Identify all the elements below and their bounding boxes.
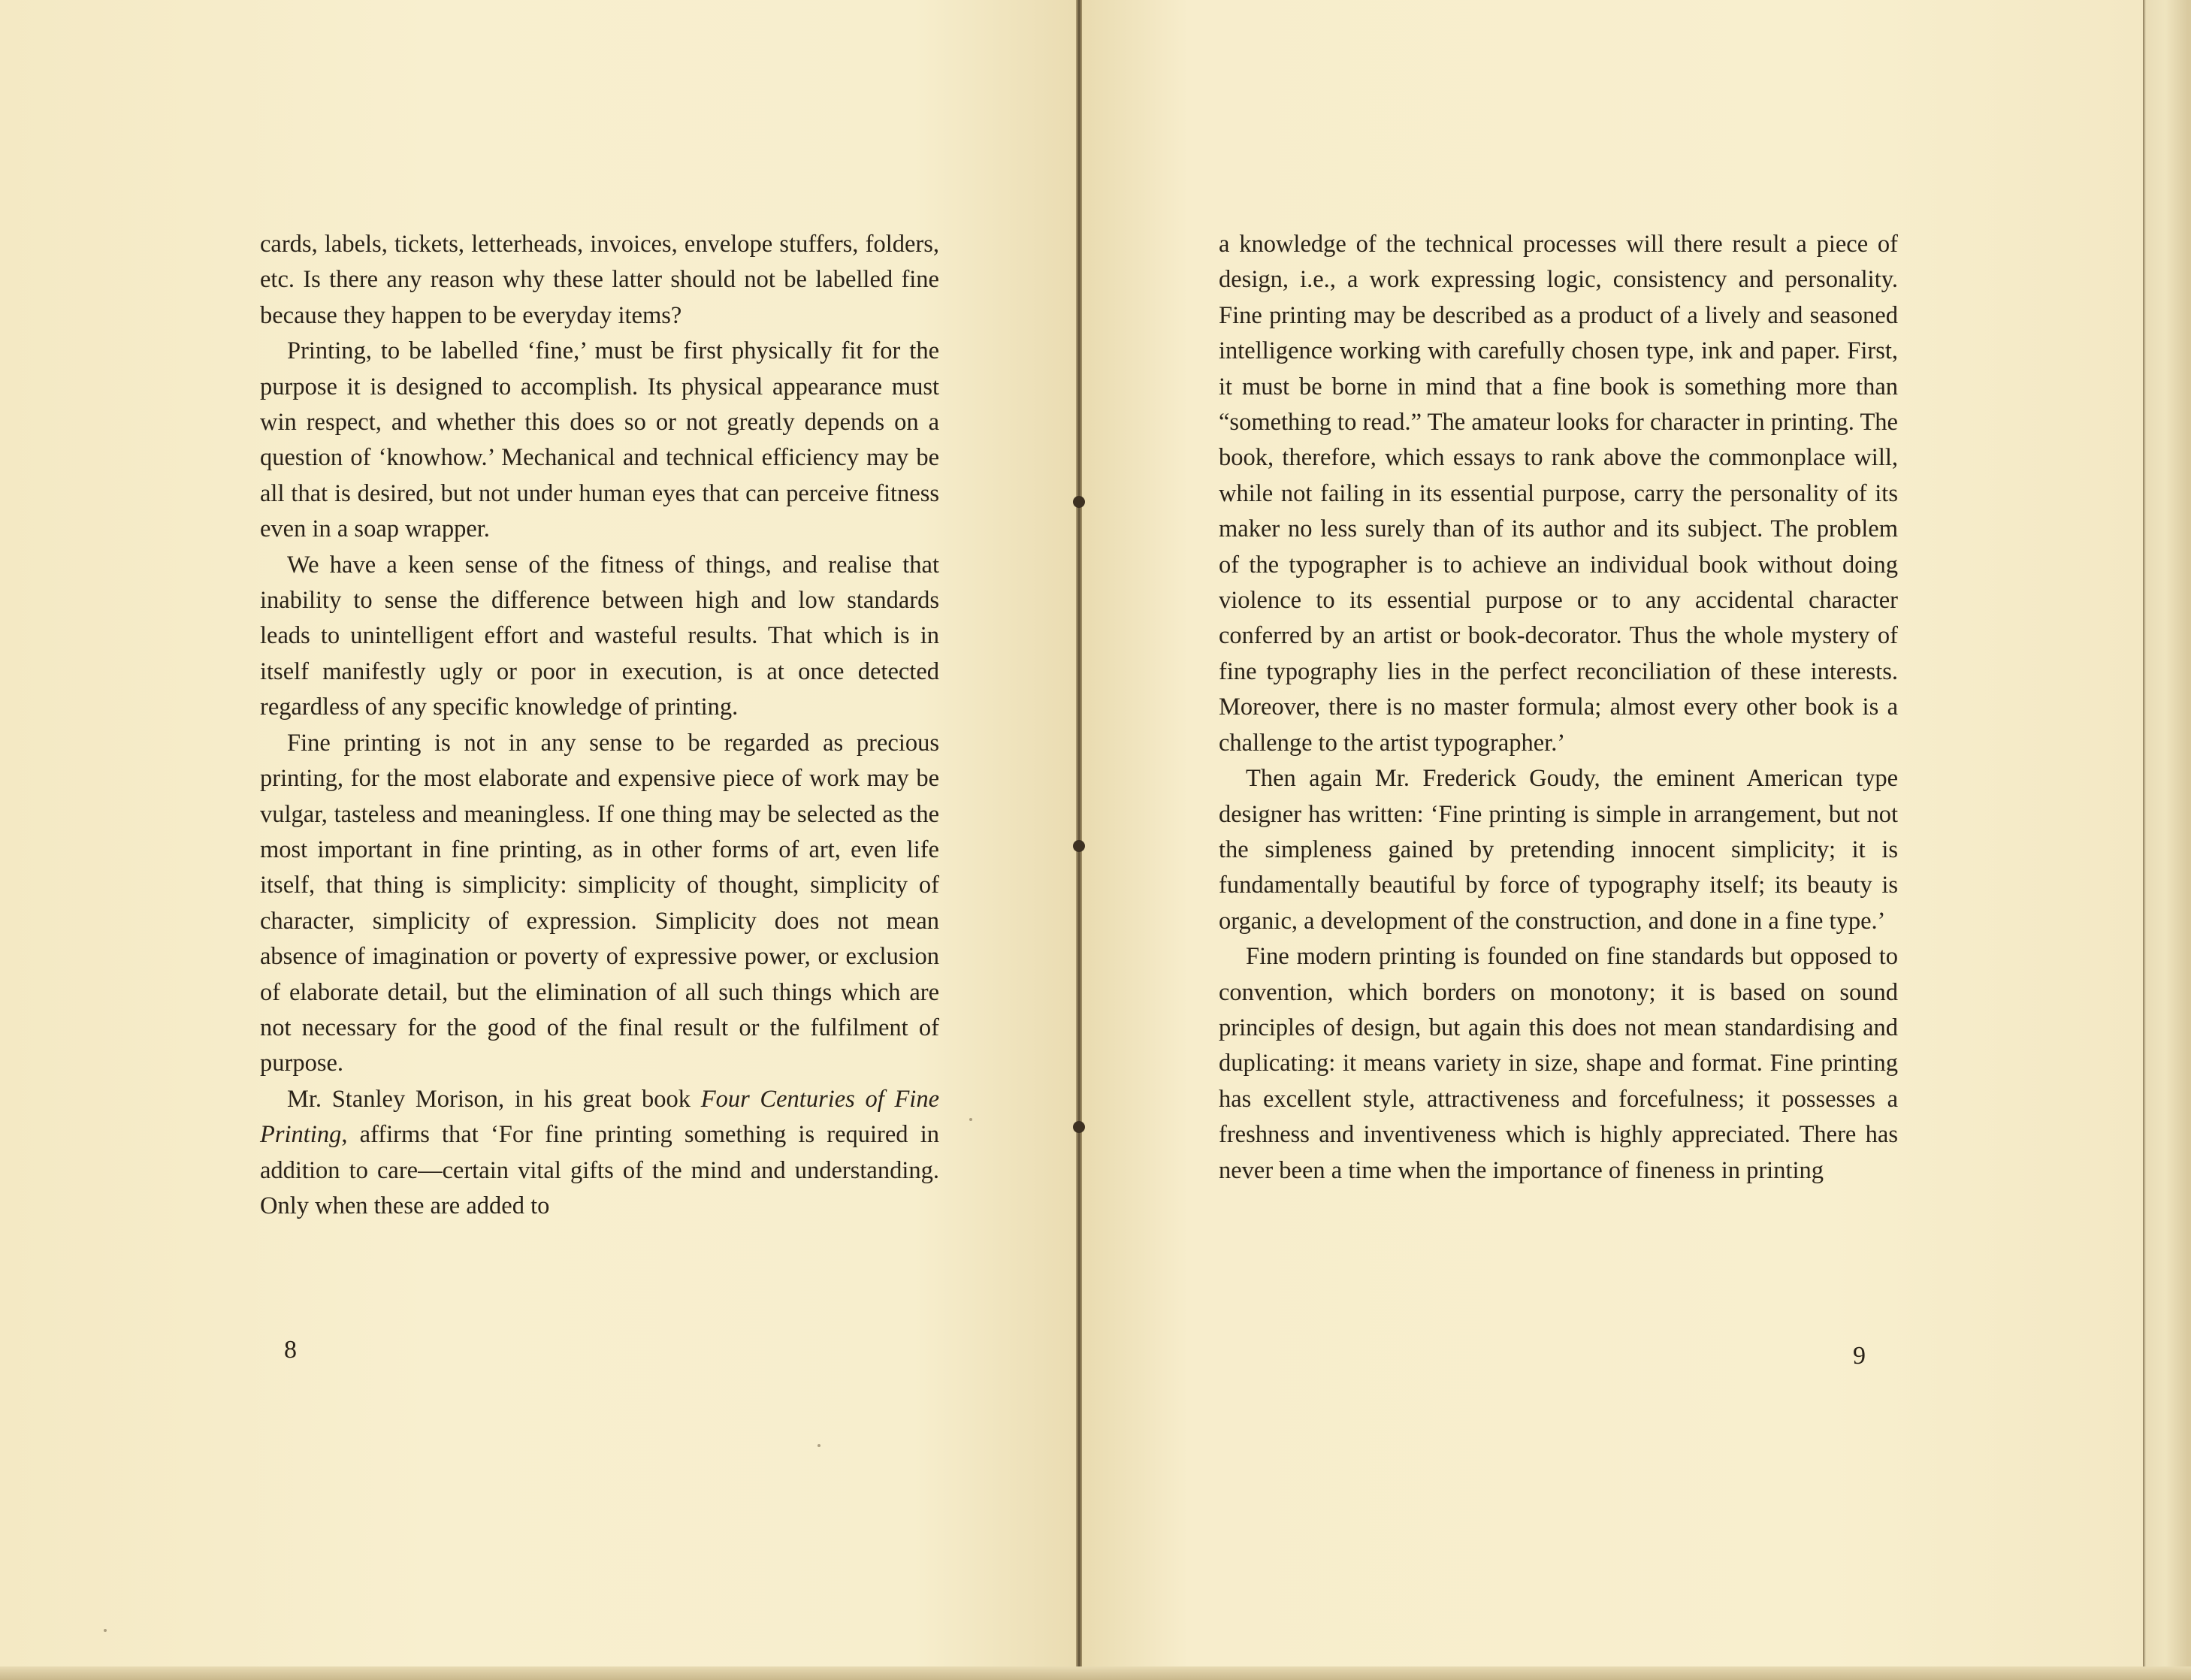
paragraph: cards, labels, tickets, letterheads, invoices, envelope stuffers, folders, etc. Is there any reason why these latter should not be labelled fine because they happen to be everyday items? — [260, 231, 939, 329]
paragraph: Fine printing is not in any sense to be regarded as precious printing, for the most elaborate and expensive piece of work may be vulgar, tasteless and meaningless. If one thing may be selected as the most important in fine printing, as in other forms of art, even life itself, that thing is simplicity: simplicity of thought, simplicity of character, simplicity of expression. Simplicity does not mean absence of imagination or poverty of expressive power, or exclusion of elaborate detail, but the elimination of all such things which are not necessary for the good of the final result or the fulfilment of purpose. — [260, 729, 939, 1077]
paragraph-with-book-title — [260, 1082, 939, 1225]
bottom-page-edge — [0, 1666, 2191, 1680]
paragraph: Fine modern printing is founded on fine standards but opposed to convention, which borders on monotony; it is based on sound principles of design, but again this does not mean standardising and duplicating: it means variety in size, shape and format. Fine printing has excellent style, attractiveness and forcefulness; it possesses a freshness and inventiveness which is highly appreciated. There has never been a time when the importance of fineness in printing — [1219, 943, 1898, 1184]
paragraph: a knowledge of the technical processes will there result a piece of design, i.e., a work expressing logic, consistency and personality. Fine printing may be described as a product of a lively and seasoned intelligence working with carefully chosen type, ink and paper. First, it must be borne in mind that a fine book is something more than “something to read.” The amateur looks for character in printing. The book, therefore, which essays to rank above the commonplace will, while not failing in its essential purpose, carry the personality of its maker no less surely than of its author and its subject. The problem of the typographer is to achieve an individual book without doing violence to its essential purpose or to any accidental character conferred by an artist or book-decorator. Thus the whole mystery of fine typography lies in the perfect reconciliation of these interests. Moreover, there is no master formula; almost every other book is a challenge to the artist typographer.’ — [1219, 231, 1898, 757]
paragraph: Then again Mr. Frederick Goudy, the eminent American type designer has written: ‘Fine printing is simple in arrangement, but not the simpleness gained by pretending innocent simplicity; it is fundamentally beautiful by force of typography itself; its beauty is organic, a development of the construction, and done in a fine type.’ — [1219, 765, 1898, 935]
page-number: 8 — [284, 1336, 297, 1364]
binding-stitch — [1073, 1121, 1085, 1133]
text-run: , affirms that ‘For fine printing something is required in addition to care—certain vital gifts of the mind and understanding. Only when these are added to — [260, 1121, 939, 1219]
paragraph: Printing, to be labelled ‘fine,’ must be first physically fit for the purpose it is designed to accomplish. Its physical appearance must win respect, and whether this does so or not greatly depends on a question of ‘knowhow.’ Mechanical and technical efficiency may be all that is desired, but not under human eyes that can perceive fitness even in a soap wrapper. — [260, 337, 939, 543]
paper-speck — [104, 1629, 107, 1632]
paragraph: We have a keen sense of the fitness of things, and realise that inability to sense the difference between high and low standards leads to unintelligent effort and wasteful results. That which is in itself manifestly ugly or poor in execution, is at once detected regardless of any specific knowledge of printing. — [260, 551, 939, 721]
binding-stitch — [1073, 840, 1085, 852]
paper-speck — [817, 1444, 820, 1447]
left-page-text — [260, 227, 939, 1224]
paper-speck — [969, 1118, 972, 1121]
binding-stitch — [1073, 496, 1085, 508]
book-title: Four Centuries of Fine Printing — [260, 1085, 940, 1149]
text-run: Mr. Stanley Morison, in his great book — [287, 1085, 701, 1113]
right-page-text — [1219, 227, 1898, 1189]
page-number: 9 — [1853, 1342, 1866, 1370]
page-edge — [2143, 0, 2191, 1680]
